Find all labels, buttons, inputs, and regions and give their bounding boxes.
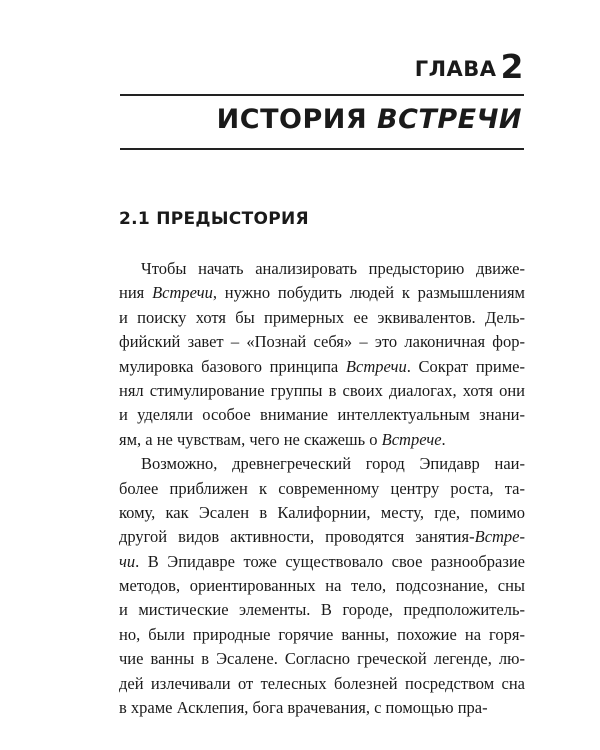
text-run: другой видов активности, проводятся занятия- bbox=[119, 527, 475, 547]
paragraph bbox=[119, 257, 525, 452]
text-line bbox=[119, 623, 525, 647]
italic-term: Встрече bbox=[381, 429, 442, 449]
text-run: но, были природные горячие ванны, похожие на горя- bbox=[119, 624, 525, 644]
text-line bbox=[119, 355, 525, 379]
text-run: ния bbox=[119, 283, 153, 303]
italic-term: чи bbox=[119, 551, 136, 571]
text-run: ям, а не чувствам, чего не скажешь о bbox=[119, 429, 382, 449]
text-run: дей излечивали от телесных болезней посредством сна bbox=[119, 673, 525, 693]
italic-term: Встре- bbox=[474, 527, 525, 547]
text-line bbox=[119, 550, 525, 574]
text-run: , нужно побудить людей к размышлениям bbox=[212, 283, 525, 303]
text-line bbox=[119, 501, 525, 525]
chapter-label bbox=[414, 47, 524, 86]
text-run: и мистические элементы. В городе, предположитель- bbox=[119, 600, 525, 620]
body-text bbox=[119, 257, 525, 720]
text-run: . Сократ приме- bbox=[406, 356, 525, 376]
text-run: Чтобы начать анализировать предысторию движе- bbox=[141, 259, 525, 278]
text-line bbox=[119, 257, 525, 281]
text-line bbox=[119, 574, 525, 598]
paragraph bbox=[119, 452, 525, 720]
text-line bbox=[119, 428, 525, 452]
section-heading: 2.1 ПРЕДЫСТОРИЯ bbox=[119, 209, 309, 229]
text-line bbox=[119, 525, 525, 549]
text-line bbox=[119, 598, 525, 622]
text-run: фийский завет – «Познай себя» – это лаконичная фор- bbox=[119, 332, 525, 352]
text-run: чие ванны в Эсалене. Согласно греческой легенде, лю- bbox=[119, 649, 525, 669]
text-line bbox=[119, 379, 525, 403]
text-run: нял стимулирование группы в своих диалогах, хотя они bbox=[119, 380, 525, 400]
text-run: . В Эпидавре тоже существовало свое разнообразие bbox=[135, 551, 525, 571]
italic-term: Встречи bbox=[345, 356, 407, 376]
text-line bbox=[119, 403, 525, 427]
text-line bbox=[119, 696, 525, 720]
chapter-title-plain: ИСТОРИЯ bbox=[216, 104, 368, 135]
italic-term: Встречи bbox=[152, 283, 213, 303]
text-run: . bbox=[441, 429, 446, 449]
text-run: мулировка базового принципа bbox=[119, 356, 346, 376]
text-run: и поиску хотя бы примерных ее эквивалентов. Дель- bbox=[119, 307, 525, 327]
chapter-title bbox=[217, 100, 522, 140]
text-line bbox=[119, 281, 525, 305]
text-run: более приближен к современному центру роста, та- bbox=[119, 478, 525, 498]
text-run: Возможно, древнегреческий город Эпидавр наи- bbox=[141, 454, 525, 474]
text-line bbox=[119, 647, 525, 671]
text-run: в храме Асклепия, бога врачевания, с помощью пра- bbox=[119, 698, 488, 718]
text-line bbox=[119, 477, 525, 501]
text-line bbox=[119, 672, 525, 696]
text-line bbox=[119, 452, 525, 476]
text-line bbox=[119, 306, 525, 330]
text-run: методов, ориентированных на тело, подсознание, сны bbox=[119, 576, 525, 596]
chapter-word: ГЛАВА bbox=[414, 57, 497, 81]
text-line bbox=[119, 330, 525, 354]
chapter-title-italic: ВСТРЕЧИ bbox=[377, 104, 522, 135]
title-rule-bottom bbox=[120, 148, 524, 150]
chapter-number: 2 bbox=[500, 47, 524, 86]
text-run: и уделяли особое внимание интеллектуальным знани- bbox=[119, 405, 525, 425]
title-rule-top bbox=[120, 94, 524, 96]
text-run: кому, как Эсален в Калифорнии, месту, где, помимо bbox=[119, 502, 525, 522]
